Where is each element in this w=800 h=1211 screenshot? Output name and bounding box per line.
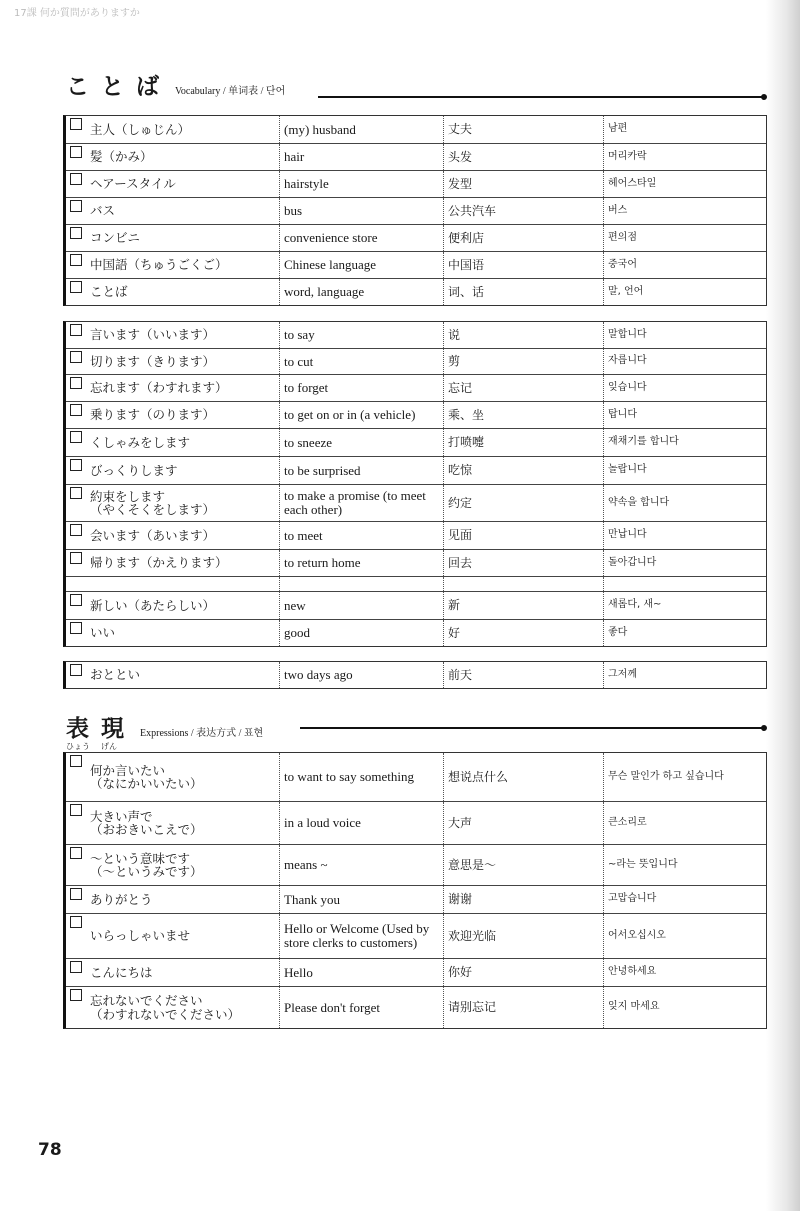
chinese-meaning: 吃惊 bbox=[448, 463, 473, 478]
vocabulary-table-verbs-adjectives bbox=[63, 321, 767, 647]
japanese-term: 何か言いたい （なにかいいたい） bbox=[90, 762, 203, 791]
chinese-meaning: 说 bbox=[448, 327, 461, 342]
korean-meaning: 무슨 말인가 하고 싶습니다 bbox=[608, 770, 724, 782]
japanese-term-cell bbox=[66, 620, 279, 646]
english-meaning: to get on or in (a vehicle) bbox=[284, 407, 416, 423]
checkbox[interactable] bbox=[70, 594, 82, 606]
english-meaning: to cut bbox=[284, 353, 314, 369]
japanese-term-cell bbox=[66, 802, 279, 844]
checkbox[interactable] bbox=[70, 804, 82, 816]
english-meaning: bus bbox=[284, 203, 303, 219]
japanese-term: 切ります（きります） bbox=[90, 353, 216, 369]
korean-meaning-cell bbox=[603, 987, 766, 1028]
japanese-term-cell bbox=[66, 592, 279, 619]
english-meaning-cell bbox=[279, 171, 443, 197]
english-meaning-cell bbox=[279, 845, 443, 885]
chinese-meaning: 欢迎光临 bbox=[448, 928, 497, 943]
english-meaning: hairstyle bbox=[284, 176, 329, 192]
english-meaning: to make a promise (to meet each other) bbox=[284, 488, 426, 517]
expressions-table bbox=[63, 752, 767, 1029]
chinese-meaning: 中国语 bbox=[448, 257, 485, 272]
checkbox[interactable] bbox=[70, 916, 82, 928]
furigana-gen: げん bbox=[101, 742, 117, 751]
english-meaning: new bbox=[284, 597, 306, 613]
table-row bbox=[66, 224, 766, 251]
chinese-meaning: 发型 bbox=[448, 176, 473, 191]
korean-meaning-cell bbox=[603, 116, 766, 143]
english-meaning-cell bbox=[279, 485, 443, 521]
japanese-term-cell bbox=[66, 402, 279, 428]
checkbox[interactable] bbox=[70, 459, 82, 471]
table-row bbox=[66, 428, 766, 456]
chinese-meaning-cell bbox=[443, 402, 603, 428]
heading-rule bbox=[318, 96, 763, 98]
chinese-meaning-cell bbox=[443, 279, 603, 305]
english-meaning-cell bbox=[279, 198, 443, 224]
japanese-term: 髪（かみ） bbox=[90, 149, 153, 165]
chinese-meaning-cell bbox=[443, 914, 603, 958]
japanese-term: いい bbox=[90, 625, 116, 641]
japanese-term: くしゃみをします bbox=[90, 434, 191, 450]
checkbox[interactable] bbox=[70, 351, 82, 363]
chinese-meaning-cell bbox=[443, 225, 603, 251]
heading-rule-dot bbox=[761, 725, 767, 731]
english-meaning: to return home bbox=[284, 555, 361, 571]
korean-meaning-cell bbox=[603, 375, 766, 401]
chinese-meaning-cell bbox=[443, 457, 603, 484]
japanese-term-cell bbox=[66, 225, 279, 251]
chinese-meaning-cell bbox=[443, 550, 603, 576]
checkbox[interactable] bbox=[70, 200, 82, 212]
page-gutter-shadow bbox=[766, 0, 800, 1211]
table-row bbox=[66, 374, 766, 401]
table-row bbox=[66, 844, 766, 885]
korean-meaning-cell bbox=[603, 485, 766, 521]
english-meaning: to want to say something bbox=[284, 769, 414, 785]
chinese-meaning: 你好 bbox=[448, 965, 473, 980]
table-row bbox=[66, 401, 766, 428]
table-row bbox=[66, 591, 766, 619]
table-row bbox=[66, 521, 766, 549]
chinese-meaning: 剪 bbox=[448, 354, 461, 369]
chinese-meaning: 谢谢 bbox=[448, 892, 473, 907]
table-row bbox=[66, 143, 766, 170]
english-meaning-cell bbox=[279, 522, 443, 549]
chinese-meaning-cell bbox=[443, 522, 603, 549]
english-meaning: means ~ bbox=[284, 857, 328, 873]
japanese-term-cell bbox=[66, 198, 279, 224]
chinese-meaning: 约定 bbox=[448, 495, 473, 510]
table-row bbox=[66, 456, 766, 484]
checkbox[interactable] bbox=[70, 755, 82, 767]
english-meaning-cell bbox=[279, 592, 443, 619]
chinese-meaning: 想说点什么 bbox=[448, 769, 509, 784]
table-row bbox=[66, 484, 766, 521]
japanese-term: 帰ります（かえります） bbox=[90, 555, 228, 571]
japanese-term-cell bbox=[66, 485, 279, 521]
chinese-meaning: 公共汽车 bbox=[448, 203, 497, 218]
japanese-term: 新しい（あたらしい） bbox=[90, 597, 216, 613]
korean-meaning: 잊습니다 bbox=[608, 381, 647, 393]
vocabulary-subtitle: Vocabulary / 单词表 / 단어 bbox=[175, 86, 286, 97]
checkbox[interactable] bbox=[70, 377, 82, 389]
english-meaning: Please don't forget bbox=[284, 999, 380, 1015]
korean-meaning-cell bbox=[603, 522, 766, 549]
furigana-hyou: ひょう bbox=[66, 742, 90, 751]
korean-meaning-cell bbox=[603, 753, 766, 801]
english-meaning: Chinese language bbox=[284, 257, 377, 273]
chinese-meaning-cell bbox=[443, 429, 603, 456]
table-row bbox=[66, 913, 766, 958]
english-meaning-cell bbox=[279, 402, 443, 428]
korean-meaning-cell bbox=[603, 845, 766, 885]
korean-meaning: 새롭다, 새~ bbox=[608, 599, 662, 611]
japanese-term-cell bbox=[66, 429, 279, 456]
japanese-term-cell bbox=[66, 987, 279, 1028]
table-row bbox=[66, 348, 766, 374]
chinese-meaning-cell bbox=[443, 322, 603, 348]
table-row bbox=[66, 885, 766, 913]
english-meaning-cell bbox=[279, 279, 443, 305]
korean-meaning: 큰소리로 bbox=[608, 816, 647, 828]
english-meaning-cell bbox=[279, 375, 443, 401]
korean-meaning-cell bbox=[603, 620, 766, 646]
vocabulary-table-nouns bbox=[63, 115, 767, 306]
expressions-title: 表現 bbox=[66, 716, 136, 742]
korean-meaning: 버스 bbox=[608, 204, 628, 216]
chinese-meaning-cell bbox=[443, 577, 603, 591]
english-meaning-cell bbox=[279, 144, 443, 170]
korean-meaning-cell bbox=[603, 577, 766, 591]
korean-meaning: 남편 bbox=[608, 123, 628, 135]
korean-meaning-cell bbox=[603, 802, 766, 844]
chinese-meaning-cell bbox=[443, 753, 603, 801]
english-meaning: two days ago bbox=[284, 667, 353, 683]
japanese-term: 大きい声で （おおきいこえで） bbox=[90, 808, 203, 837]
japanese-term: びっくりします bbox=[90, 462, 178, 478]
korean-meaning-cell bbox=[603, 959, 766, 986]
japanese-term-cell bbox=[66, 753, 279, 801]
english-meaning-cell bbox=[279, 987, 443, 1028]
chinese-meaning: 大声 bbox=[448, 815, 473, 830]
english-meaning-cell bbox=[279, 457, 443, 484]
checkbox[interactable] bbox=[70, 961, 82, 973]
checkbox[interactable] bbox=[70, 254, 82, 266]
japanese-term: いらっしゃいませ bbox=[90, 928, 191, 944]
english-meaning: to forget bbox=[284, 380, 329, 396]
english-meaning-cell bbox=[279, 116, 443, 143]
japanese-term: ～という意味です （～というみです） bbox=[90, 850, 203, 879]
chinese-meaning: 乘、坐 bbox=[448, 407, 485, 422]
checkbox[interactable] bbox=[70, 118, 82, 130]
japanese-term: ヘアースタイル bbox=[90, 176, 176, 192]
chinese-meaning: 忘记 bbox=[448, 380, 473, 395]
table-row bbox=[66, 619, 766, 646]
english-meaning-cell bbox=[279, 252, 443, 278]
japanese-term-cell bbox=[66, 375, 279, 401]
japanese-term: こんにちは bbox=[90, 964, 153, 980]
japanese-term-cell bbox=[66, 522, 279, 549]
korean-meaning-cell bbox=[603, 349, 766, 374]
checkbox[interactable] bbox=[70, 622, 82, 634]
chinese-meaning-cell bbox=[443, 886, 603, 913]
chinese-meaning: 头发 bbox=[448, 149, 473, 164]
japanese-term: 会います（あいます） bbox=[90, 527, 216, 543]
chinese-meaning: 好 bbox=[448, 625, 461, 640]
english-meaning: good bbox=[284, 625, 310, 641]
running-header: 17課 何か質問がありますか bbox=[14, 8, 140, 19]
checkbox[interactable] bbox=[70, 173, 82, 185]
chinese-meaning-cell bbox=[443, 959, 603, 986]
english-meaning: Hello bbox=[284, 964, 313, 980]
page-number: 78 bbox=[38, 1140, 62, 1160]
heading-rule bbox=[300, 727, 763, 729]
japanese-term-cell bbox=[66, 886, 279, 913]
english-meaning: convenience store bbox=[284, 230, 378, 246]
table-row bbox=[66, 278, 766, 305]
japanese-term-cell bbox=[66, 914, 279, 958]
japanese-term-cell bbox=[66, 252, 279, 278]
chinese-meaning: 丈夫 bbox=[448, 122, 473, 137]
korean-meaning-cell bbox=[603, 550, 766, 576]
japanese-term-cell bbox=[66, 845, 279, 885]
chinese-meaning: 前天 bbox=[448, 667, 473, 682]
japanese-term-cell bbox=[66, 349, 279, 374]
english-meaning: in a loud voice bbox=[284, 815, 361, 831]
english-meaning: to meet bbox=[284, 527, 323, 543]
japanese-term: ことば bbox=[90, 284, 128, 300]
heading-rule-dot bbox=[761, 94, 767, 100]
korean-meaning: 재채기를 합니다 bbox=[608, 436, 679, 448]
chinese-meaning-cell bbox=[443, 116, 603, 143]
english-meaning-cell bbox=[279, 886, 443, 913]
english-meaning: Hello or Welcome (Used by store clerks to customers) bbox=[284, 921, 430, 950]
vocabulary-heading bbox=[66, 76, 285, 99]
vocabulary-table-time bbox=[63, 661, 767, 689]
chinese-meaning: 打喷嚏 bbox=[448, 435, 485, 450]
checkbox[interactable] bbox=[70, 431, 82, 443]
japanese-term: 言います（いいます） bbox=[90, 327, 216, 343]
korean-meaning-cell bbox=[603, 171, 766, 197]
chinese-meaning-cell bbox=[443, 592, 603, 619]
korean-meaning-cell bbox=[603, 914, 766, 958]
japanese-term: 主人（しゅじん） bbox=[90, 121, 191, 137]
korean-meaning-cell bbox=[603, 252, 766, 278]
checkbox[interactable] bbox=[70, 227, 82, 239]
korean-meaning: 약속을 합니다 bbox=[608, 496, 670, 508]
japanese-term: 忘れます（わすれます） bbox=[90, 380, 228, 396]
korean-meaning: 어서오십시오 bbox=[608, 929, 666, 941]
english-meaning-cell bbox=[279, 620, 443, 646]
english-meaning: Thank you bbox=[284, 891, 340, 907]
checkbox[interactable] bbox=[70, 404, 82, 416]
japanese-term-cell bbox=[66, 550, 279, 576]
chinese-meaning-cell bbox=[443, 252, 603, 278]
english-meaning-cell bbox=[279, 322, 443, 348]
expressions-heading bbox=[66, 718, 263, 741]
table-row bbox=[66, 958, 766, 986]
korean-meaning-cell bbox=[603, 198, 766, 224]
korean-meaning: 돌아갑니다 bbox=[608, 556, 657, 568]
japanese-term: 忘れないでください （わすれないでください） bbox=[90, 993, 241, 1022]
chinese-meaning-cell bbox=[443, 144, 603, 170]
japanese-term-cell bbox=[66, 171, 279, 197]
korean-meaning-cell bbox=[603, 662, 766, 688]
checkbox[interactable] bbox=[70, 146, 82, 158]
checkbox[interactable] bbox=[70, 847, 82, 859]
japanese-term: バス bbox=[90, 203, 116, 219]
english-meaning-cell bbox=[279, 914, 443, 958]
japanese-term-cell bbox=[66, 322, 279, 348]
english-meaning: to say bbox=[284, 327, 315, 343]
japanese-term-cell bbox=[66, 662, 279, 688]
korean-meaning: 중국어 bbox=[608, 258, 637, 270]
japanese-term: コンビニ bbox=[90, 230, 141, 246]
chinese-meaning-cell bbox=[443, 620, 603, 646]
chinese-meaning-cell bbox=[443, 171, 603, 197]
english-meaning-cell bbox=[279, 662, 443, 688]
english-meaning-cell bbox=[279, 753, 443, 801]
korean-meaning-cell bbox=[603, 322, 766, 348]
korean-meaning-cell bbox=[603, 886, 766, 913]
checkbox[interactable] bbox=[70, 989, 82, 1001]
table-row bbox=[66, 986, 766, 1028]
japanese-term-cell bbox=[66, 959, 279, 986]
english-meaning-cell bbox=[279, 429, 443, 456]
table-row bbox=[66, 170, 766, 197]
english-meaning-cell bbox=[279, 577, 443, 591]
chinese-meaning: 词、话 bbox=[448, 284, 485, 299]
english-meaning-cell bbox=[279, 349, 443, 374]
japanese-term: 約束をします （やくそくをします） bbox=[90, 488, 216, 517]
japanese-term: 乗ります（のります） bbox=[90, 407, 216, 423]
korean-meaning: 자릅니다 bbox=[608, 355, 647, 367]
korean-meaning: ~라는 뜻입니다 bbox=[608, 858, 678, 870]
checkbox[interactable] bbox=[70, 281, 82, 293]
chinese-meaning-cell bbox=[443, 662, 603, 688]
table-row bbox=[66, 322, 766, 348]
english-meaning: (my) husband bbox=[284, 121, 356, 137]
korean-meaning: 헤어스타일 bbox=[608, 177, 657, 189]
korean-meaning: 잊지 마세요 bbox=[608, 1001, 660, 1013]
english-meaning-cell bbox=[279, 802, 443, 844]
chinese-meaning-cell bbox=[443, 349, 603, 374]
korean-meaning-cell bbox=[603, 429, 766, 456]
english-meaning-cell bbox=[279, 959, 443, 986]
korean-meaning: 고맙습니다 bbox=[608, 893, 657, 905]
checkbox[interactable] bbox=[70, 888, 82, 900]
vocabulary-title: ことば bbox=[66, 74, 171, 100]
chinese-meaning-cell bbox=[443, 198, 603, 224]
korean-meaning: 탑니다 bbox=[608, 408, 637, 420]
japanese-term: 中国語（ちゅうごくご） bbox=[90, 257, 228, 273]
korean-meaning-cell bbox=[603, 457, 766, 484]
checkbox[interactable] bbox=[70, 487, 82, 499]
chinese-meaning: 请别忘记 bbox=[448, 1000, 497, 1015]
chinese-meaning: 回去 bbox=[448, 555, 473, 570]
japanese-term-cell bbox=[66, 577, 279, 591]
korean-meaning: 편의점 bbox=[608, 231, 637, 243]
table-row bbox=[66, 801, 766, 844]
japanese-term-cell bbox=[66, 279, 279, 305]
english-meaning-cell bbox=[279, 225, 443, 251]
korean-meaning-cell bbox=[603, 592, 766, 619]
japanese-term: ありがとう bbox=[90, 891, 153, 907]
checkbox[interactable] bbox=[70, 664, 82, 676]
korean-meaning-cell bbox=[603, 279, 766, 305]
japanese-term: おととい bbox=[90, 667, 141, 683]
japanese-term-cell bbox=[66, 457, 279, 484]
english-meaning: word, language bbox=[284, 284, 365, 300]
korean-meaning-cell bbox=[603, 402, 766, 428]
korean-meaning: 안녕하세요 bbox=[608, 966, 657, 978]
chinese-meaning: 见面 bbox=[448, 528, 473, 543]
korean-meaning-cell bbox=[603, 225, 766, 251]
checkbox[interactable] bbox=[70, 324, 82, 336]
chinese-meaning-cell bbox=[443, 375, 603, 401]
table-row bbox=[66, 116, 766, 143]
chinese-meaning-cell bbox=[443, 987, 603, 1028]
english-meaning: to sneeze bbox=[284, 434, 333, 450]
korean-meaning: 만납니다 bbox=[608, 529, 647, 541]
chinese-meaning-cell bbox=[443, 802, 603, 844]
korean-meaning: 좋다 bbox=[608, 626, 628, 638]
korean-meaning: 머리카락 bbox=[608, 150, 647, 162]
english-meaning: to be surprised bbox=[284, 462, 361, 478]
english-meaning-cell bbox=[279, 550, 443, 576]
table-row bbox=[66, 753, 766, 801]
chinese-meaning-cell bbox=[443, 845, 603, 885]
table-row bbox=[66, 662, 766, 688]
table-row bbox=[66, 549, 766, 576]
korean-meaning: 말, 언어 bbox=[608, 285, 644, 297]
expressions-subtitle: Expressions / 表达方式 / 표현 bbox=[140, 728, 264, 739]
checkbox[interactable] bbox=[70, 552, 82, 564]
korean-meaning: 그저께 bbox=[608, 668, 637, 680]
table-row bbox=[66, 197, 766, 224]
japanese-term-cell bbox=[66, 144, 279, 170]
table-spacer-row bbox=[66, 576, 766, 591]
japanese-term-cell bbox=[66, 116, 279, 143]
chinese-meaning: 新 bbox=[448, 598, 461, 613]
chinese-meaning: 意思是～ bbox=[448, 857, 497, 872]
korean-meaning: 말합니다 bbox=[608, 328, 647, 340]
table-row bbox=[66, 251, 766, 278]
english-meaning: hair bbox=[284, 149, 305, 165]
korean-meaning: 놀랍니다 bbox=[608, 464, 647, 476]
chinese-meaning-cell bbox=[443, 485, 603, 521]
checkbox[interactable] bbox=[70, 524, 82, 536]
chinese-meaning: 便利店 bbox=[448, 230, 485, 245]
korean-meaning-cell bbox=[603, 144, 766, 170]
